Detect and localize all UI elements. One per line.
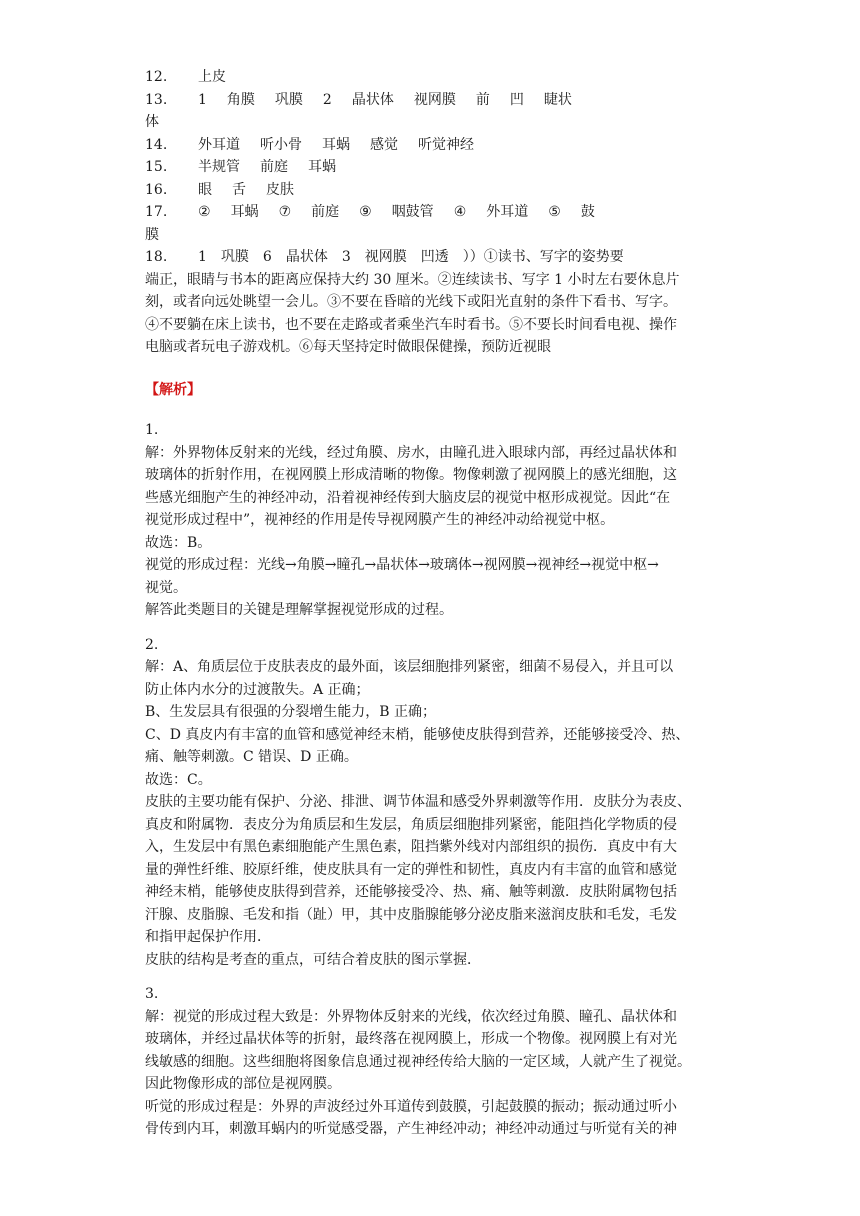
analysis-line: 皮肤的结构是考查的重点，可结合着皮肤的图示掌握． — [145, 951, 481, 968]
analysis-line: 解答此类题目的关键是理解掌握视觉形成的过程。 — [145, 602, 453, 618]
question-number: 12. — [145, 69, 168, 85]
answer-token: 外耳道 — [486, 204, 529, 220]
answer-13 — [145, 89, 720, 112]
answer-18-line: 电脑或者玩电子游戏机。⑥每天坚持定时做眼保健操，预防近视眼 — [145, 339, 551, 355]
analysis-line: 和指甲起保护作用． — [145, 929, 271, 945]
answer-token: 2 — [322, 91, 332, 108]
analysis-line: C、D 真皮内有丰富的血管和感觉神经末梢，能够使皮肤得到营养，还能够接受冷、热、 — [145, 726, 690, 743]
answer-18-line: ④不要躺在床上读书，也不要在走路或者乘坐汽车时看书。⑤不要长时间看电视、操作 — [145, 316, 677, 333]
analysis-line: 汗腺、皮脂腺、毛发和指（趾）甲，其中皮脂腺能够分泌皮脂来滋润皮肤和毛发，毛发 — [145, 906, 677, 923]
answer-token: 听觉神经 — [418, 136, 474, 153]
answer-token: ））①读书、写字的姿势要 — [462, 249, 624, 265]
analysis-line: B、生发层具有很强的分裂增生能力，B 正确； — [145, 704, 437, 720]
question-number: 13. — [145, 91, 168, 108]
question-number: 18. — [145, 249, 168, 265]
answer-17-continuation: 膜 — [145, 226, 159, 243]
analysis-line: 防止体内水分的过渡散失。A 正确； — [145, 681, 370, 698]
analysis-line: 骨传到内耳，刺激耳蜗内的听觉感受器，产生神经冲动；神经冲动通过与听觉有关的神 — [145, 1121, 677, 1137]
analysis-line: 故选：C。 — [145, 771, 212, 788]
analysis-line: 视觉的形成过程：光线→角膜→瞳孔→晶状体→玻璃体→视网膜→视神经→视觉中枢→ — [145, 557, 659, 573]
analysis-heading: 【解析】 — [145, 381, 201, 398]
answer-17 — [145, 201, 720, 224]
answer-token: 外耳道 — [198, 136, 240, 153]
answer-token: 耳蜗 — [308, 159, 336, 175]
answer-token: 半规管 — [198, 159, 240, 175]
answer-token: 前庭 — [260, 159, 288, 175]
answer-token: 听小骨 — [260, 136, 302, 153]
analysis-line: 量的弹性纤维、胶原纤维，使皮肤具有一定的弹性和韧性，真皮内有丰富的血管和感觉 — [145, 861, 677, 878]
answer-14 — [145, 134, 720, 157]
answer-token: 咽鼓管 — [391, 204, 434, 220]
analysis-line: 些感光细胞产生的神经冲动，沿着视神经传到大脑皮层的视觉中枢形成视觉。因此“在 — [145, 489, 671, 506]
question-number: 17. — [145, 204, 168, 220]
analysis-item-1 — [145, 419, 720, 622]
analysis-line: 皮肤的主要功能有保护、分泌、排泄、调节体温和感受外界刺激等作用．皮肤分为表皮、 — [145, 794, 691, 810]
answer-18-line: 端正，眼睛与书本的距离应保持大约 30 厘米。②连续读书、写字 1 小时左右要休息片 — [145, 271, 680, 288]
answer-token: ⑤ — [548, 204, 561, 220]
analysis-item-2 — [145, 634, 720, 972]
analysis-line: 解：A、角质层位于皮肤表皮的最外面，该层细胞排列紧密，细菌不易侵入，并且可以 — [145, 659, 674, 675]
analysis-line: 视觉形成过程中”，视神经的作用是传导视网膜产生的神经冲动给视觉中枢。 — [145, 512, 615, 528]
answer-token: 角膜 — [226, 91, 255, 108]
answer-token: 凹 — [509, 91, 524, 108]
analysis-item-3 — [145, 983, 720, 1141]
question-number: 16. — [145, 181, 168, 198]
analysis-number: 3. — [145, 986, 159, 1002]
analysis-line: 线敏感的细胞。这些细胞将图象信息通过视神经传给大脑的一定区域，人就产生了视觉。 — [145, 1053, 691, 1070]
analysis-line: 入，生发层中有黑色素细胞能产生黑色素，阻挡紫外线对内部组织的损伤．真皮中有大 — [145, 839, 677, 855]
answer-18 — [145, 246, 720, 269]
answer-token: 凹透 — [420, 249, 449, 265]
answer-token: 前 — [475, 91, 490, 108]
analysis-line: 因此物像形成的部位是视网膜。 — [145, 1076, 341, 1092]
analysis-number: 2. — [145, 636, 159, 653]
answer-token: 巩膜 — [220, 249, 249, 265]
answer-token: ④ — [453, 204, 467, 220]
answer-token: 睫状 — [543, 91, 572, 108]
answer-16 — [145, 179, 720, 202]
answer-token: ② — [198, 204, 211, 220]
answer-token: 上皮 — [198, 69, 226, 85]
answer-sheet — [145, 66, 720, 1141]
answer-token: 皮肤 — [266, 181, 294, 198]
answer-token: 1 — [198, 91, 207, 108]
answer-15 — [145, 156, 720, 179]
answer-13-continuation: 体 — [145, 114, 159, 130]
answer-token: 巩膜 — [274, 91, 303, 108]
answer-token: 感觉 — [370, 136, 398, 153]
analysis-line: 故选：B。 — [145, 534, 212, 551]
answer-token: ⑦ — [278, 204, 292, 220]
analysis-line: 解：视觉的形成过程大致是：外界物体反射来的光线，依次经过角膜、瞳孔、晶状体和 — [145, 1008, 677, 1025]
analysis-number: 1. — [145, 422, 159, 438]
analysis-line: 解：外界物体反射来的光线，经过角膜、房水，由瞳孔进入眼球内部，再经过晶状体和 — [145, 444, 677, 461]
analysis-line: 视觉。 — [145, 579, 187, 596]
answer-token: 6 — [262, 249, 272, 265]
answer-token: 耳蜗 — [230, 204, 259, 220]
answer-token: 眼 — [198, 181, 212, 198]
answer-token: 视网膜 — [364, 249, 407, 265]
analysis-line: 痛、触等刺激。C 错误、D 正确。 — [145, 749, 358, 765]
answer-token: 前庭 — [311, 204, 340, 220]
analysis-line: 玻璃体的折射作用，在视网膜上形成清晰的物像。物像刺激了视网膜上的感光细胞，这 — [145, 467, 677, 483]
answer-token: 耳蜗 — [322, 136, 350, 153]
answer-token: 鼓 — [580, 204, 595, 220]
answer-token: 视网膜 — [413, 91, 456, 108]
question-number: 15. — [145, 159, 168, 175]
analysis-line: 玻璃体，并经过晶状体等的折射，最终落在视网膜上，形成一个物像。视网膜上有对光 — [145, 1031, 677, 1047]
answer-token: 舌 — [232, 181, 246, 198]
analysis-line: 真皮和附属物．表皮分为角质层和生发层，角质层细胞排列紧密，能阻挡化学物质的侵 — [145, 816, 677, 833]
answer-token: ⑨ — [359, 204, 372, 220]
answer-token: 1 — [198, 249, 207, 265]
answer-token: 3 — [341, 249, 351, 265]
analysis-line: 听觉的形成过程是：外界的声波经过外耳道传到鼓膜，引起鼓膜的振动；振动通过听小 — [145, 1098, 677, 1115]
answer-12 — [145, 66, 720, 89]
question-number: 14. — [145, 136, 168, 153]
answer-token: 晶状体 — [285, 249, 328, 265]
answer-18-line: 刻，或者向远处眺望一会儿。③不要在昏暗的光线下或阳光直射的条件下看书、写字。 — [145, 294, 677, 310]
answer-token: 晶状体 — [351, 91, 394, 108]
analysis-line: 神经末梢，能够使皮肤得到营养，还能够接受冷、热、痛、触等刺激．皮肤附属物包括 — [145, 884, 677, 900]
